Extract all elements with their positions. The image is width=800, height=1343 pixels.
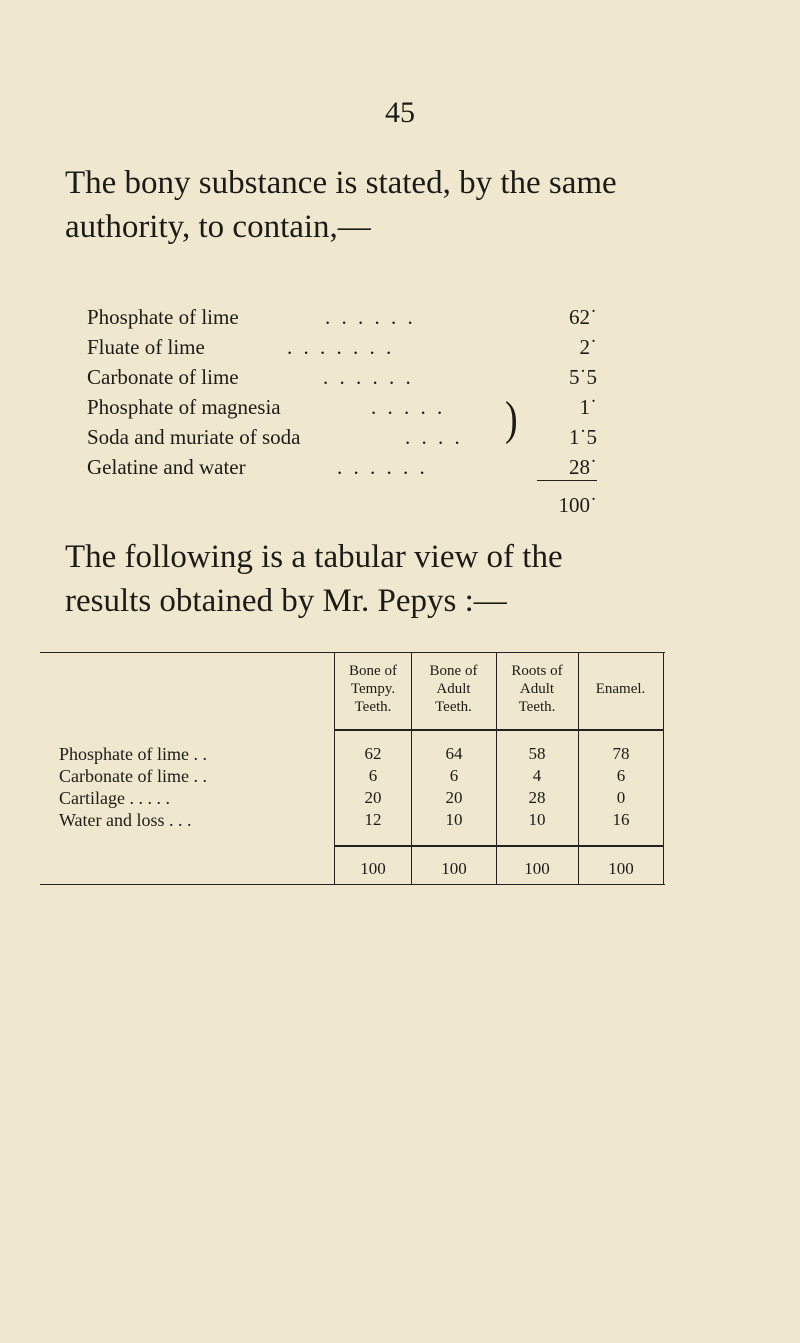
page-number: 45 bbox=[385, 96, 415, 129]
composition-value: 62˙ bbox=[569, 305, 597, 329]
header-line: Adult bbox=[436, 681, 471, 697]
leader-dots: . . . . . bbox=[371, 395, 446, 419]
composition-value: 28˙ bbox=[569, 455, 597, 479]
totals-rule bbox=[334, 845, 663, 847]
header-line: Bone of bbox=[349, 663, 397, 679]
composition-label: Fluate of lime bbox=[87, 335, 205, 359]
header-line: Teeth. bbox=[354, 699, 392, 715]
table-top-rule bbox=[40, 652, 665, 653]
composition-value: 2˙ bbox=[579, 335, 597, 359]
table-cell: 64 bbox=[445, 744, 463, 763]
table-cell: 6 bbox=[616, 766, 626, 785]
composition-label: Soda and muriate of soda bbox=[87, 425, 301, 449]
composition-row bbox=[87, 302, 647, 332]
table-cell: 16 bbox=[612, 810, 630, 829]
table-cell: 10 bbox=[445, 810, 463, 829]
column-header bbox=[578, 680, 663, 698]
table-cell: 20 bbox=[445, 788, 463, 807]
total-cell: 100 bbox=[441, 859, 467, 878]
composition-value: 5˙5 bbox=[569, 365, 597, 389]
row-label: Carbonate of lime . . bbox=[59, 766, 207, 786]
column-divider bbox=[663, 652, 664, 884]
header-line: Teeth. bbox=[435, 699, 472, 715]
table-cell: 20 bbox=[364, 788, 382, 807]
table-cell: 6 bbox=[368, 766, 378, 785]
header-line: Teeth. bbox=[518, 699, 556, 715]
intro-line-2: authority, to contain,— bbox=[65, 209, 371, 245]
leader-dots: . . . . . . bbox=[323, 365, 414, 389]
total-cell: 100 bbox=[608, 859, 634, 878]
table-intro-line-2: results obtained by Mr. Pepys :— bbox=[65, 583, 507, 619]
table-cell: 10 bbox=[528, 810, 546, 829]
table-cell: 28 bbox=[528, 788, 546, 807]
intro-line-1: The bony substance is stated, by the same bbox=[65, 165, 617, 201]
column-header bbox=[334, 662, 412, 716]
leader-dots: . . . . . . bbox=[337, 455, 428, 479]
table-cell: 4 bbox=[532, 766, 542, 785]
header-rule bbox=[334, 729, 663, 731]
table-cell: 78 bbox=[612, 744, 630, 763]
total-cell: 100 bbox=[524, 859, 550, 878]
table-cell: 62 bbox=[364, 744, 382, 763]
leader-dots: . . . . . . bbox=[325, 305, 416, 329]
composition-row bbox=[87, 332, 647, 362]
composition-row bbox=[87, 452, 647, 482]
composition-value: 1˙ bbox=[579, 395, 597, 419]
header-line: Enamel. bbox=[595, 681, 646, 697]
composition-label: Carbonate of lime bbox=[87, 365, 239, 389]
table-cell: 6 bbox=[449, 766, 459, 785]
composition-row bbox=[87, 392, 647, 422]
column-header bbox=[411, 662, 496, 716]
header-line: Bone of bbox=[429, 663, 478, 679]
composition-label: Phosphate of lime bbox=[87, 305, 239, 329]
composition-row bbox=[87, 422, 647, 452]
table-intro-paragraph bbox=[65, 535, 745, 623]
leader-dots: . . . . bbox=[405, 425, 463, 449]
row-label: Phosphate of lime . . bbox=[59, 744, 207, 764]
column-header bbox=[496, 662, 578, 716]
table-bottom-rule bbox=[40, 884, 665, 885]
total-cell: 100 bbox=[360, 859, 386, 878]
table-intro-line-1: The following is a tabular view of the bbox=[65, 539, 563, 575]
bracket-mark: ) bbox=[505, 392, 518, 446]
pepys-results-table bbox=[40, 652, 665, 885]
header-line: Adult bbox=[519, 681, 555, 697]
composition-total: 100˙ bbox=[558, 493, 597, 517]
bone-composition-list bbox=[87, 302, 647, 517]
composition-label: Phosphate of magnesia bbox=[87, 395, 281, 419]
table-cell: 58 bbox=[528, 744, 546, 763]
composition-row bbox=[87, 362, 647, 392]
table-cell: 0 bbox=[616, 788, 626, 807]
header-line: Tempy. bbox=[350, 681, 396, 697]
row-label: Cartilage . . . . . bbox=[59, 788, 170, 808]
leader-dots: . . . . . . . bbox=[287, 335, 395, 359]
intro-paragraph bbox=[65, 161, 745, 249]
table-cell: 12 bbox=[364, 810, 382, 829]
sum-rule bbox=[537, 480, 597, 481]
row-label: Water and loss . . . bbox=[59, 810, 192, 830]
composition-label: Gelatine and water bbox=[87, 455, 246, 479]
header-line: Roots of bbox=[511, 663, 563, 679]
composition-value: 1˙5 bbox=[569, 425, 597, 449]
